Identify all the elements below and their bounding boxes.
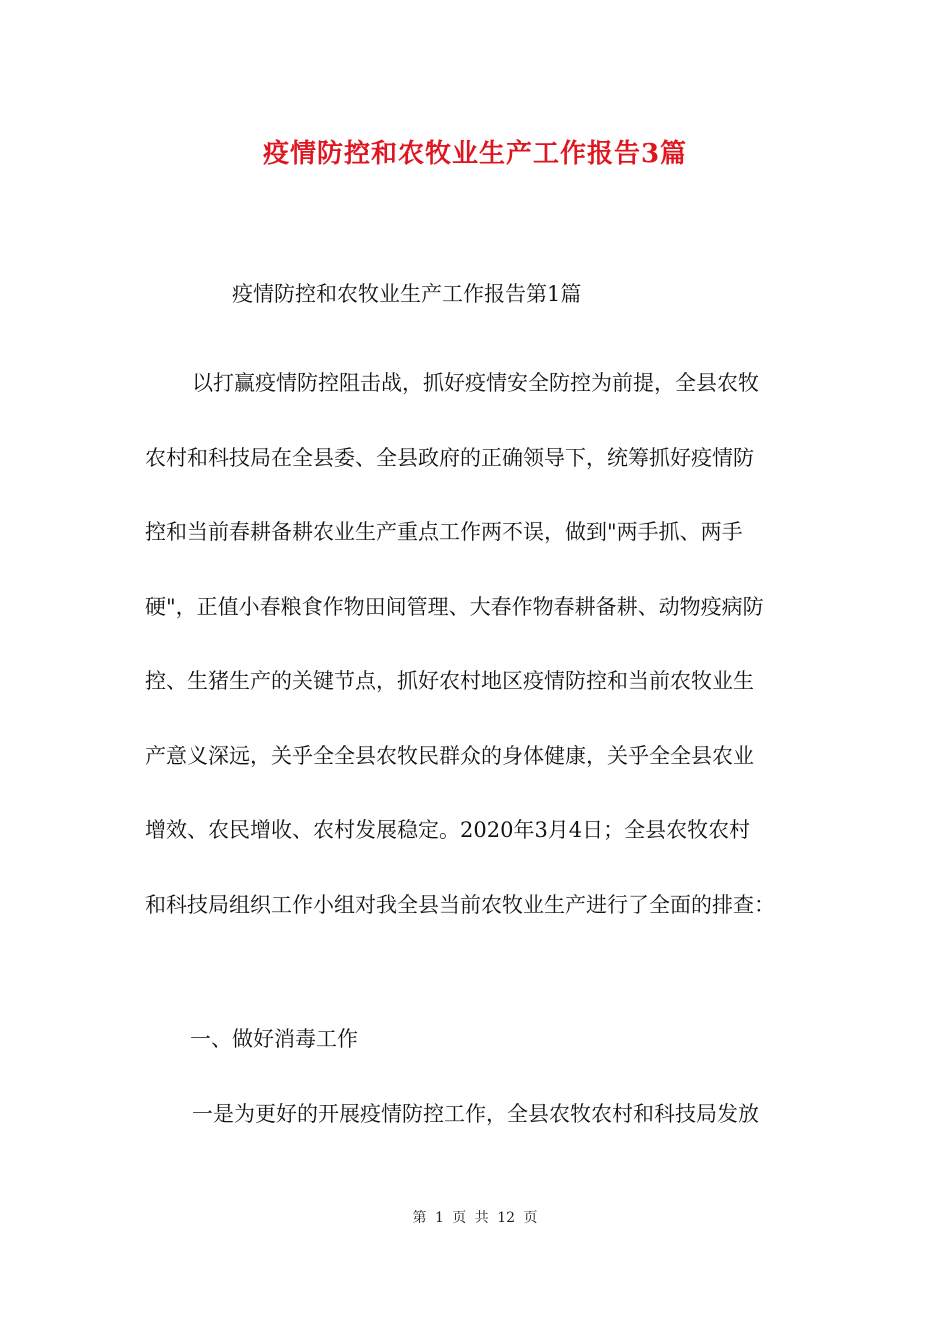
article-subtitle: 疫情防控和农牧业生产工作报告第1篇 [232,282,582,306]
page-footer: 第 1 页 共 12 页 [412,1210,538,1226]
paragraph-line: 产意义深远，关乎全全县农牧民群众的身体健康，关乎全全县农业 [145,743,754,768]
paragraph-line: 控和当前春耕备耕农业生产重点工作两不误，做到"两手抓、两手 [145,520,743,544]
paragraph-line: 控、生猪生产的关键节点，抓好农村地区疫情防控和当前农牧业生 [145,669,754,693]
section-paragraph [145,1096,810,1132]
paragraph-line: 硬"，正值小春粮食作物田间管理、大春作物春耕备耕、动物疫病防 [145,594,764,619]
paragraph-line: 和科技局组织工作小组对我全县当前农牧业生产进行了全面的排查： [145,892,775,917]
paragraph-line: 以打赢疫情防控阻击战，抓好疫情安全防控为前提，全县农牧 [192,371,759,395]
paragraph-line: 增效、农民增收、农村发展稳定。2020年3月4日；全县农牧农村 [145,818,751,842]
intro-paragraph [145,346,810,942]
section-heading: 一、做好消毒工作 [190,1027,358,1051]
document-title: 疫情防控和农牧业生产工作报告3篇 [262,139,688,169]
paragraph-line: 一是为更好的开展疫情防控工作，全县农牧农村和科技局发放 [192,1102,759,1126]
paragraph-line: 农村和科技局在全县委、全县政府的正确领导下，统筹抓好疫情防 [145,445,754,470]
